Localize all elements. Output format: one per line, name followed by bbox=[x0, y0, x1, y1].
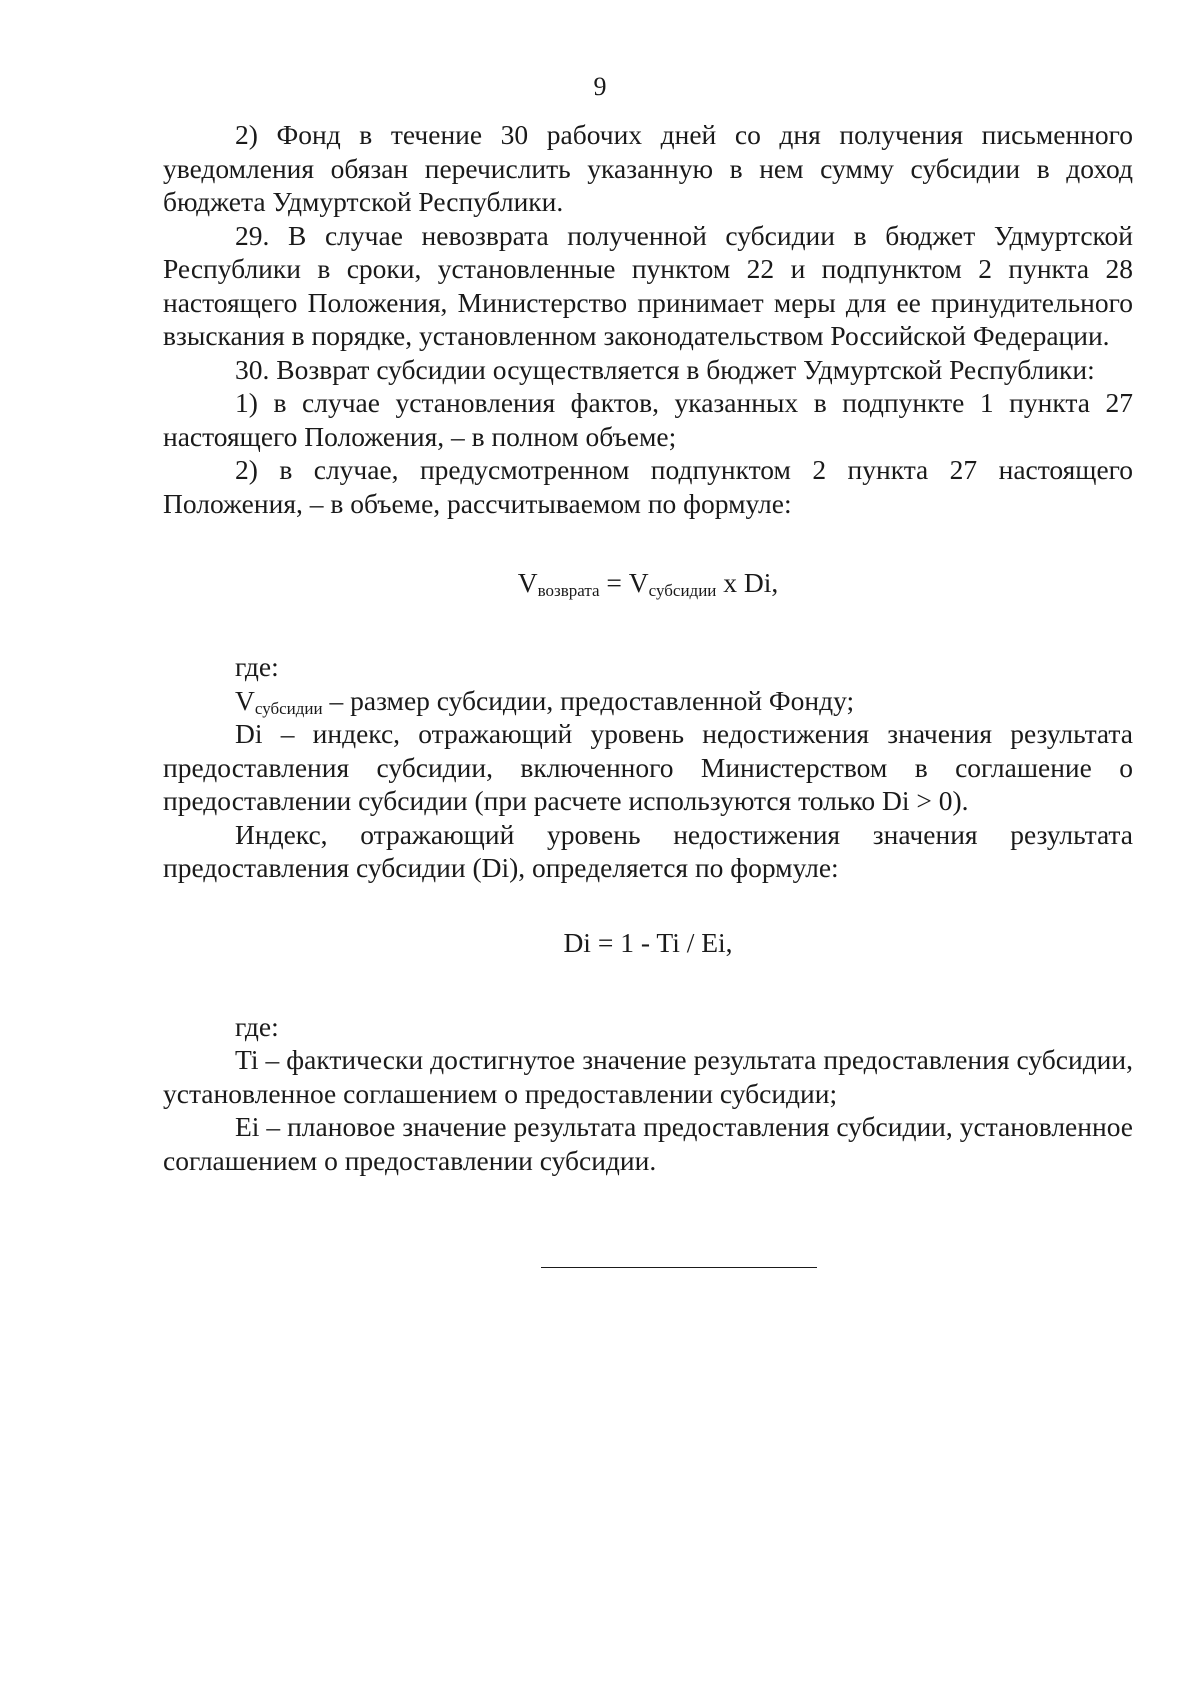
page-number: 9 bbox=[593, 72, 607, 101]
paragraph-30-1: 1) в случае установления фактов, указанных в подпункте 1 пункта 27 настоящего Положения, – в полном объеме; bbox=[163, 387, 1133, 452]
formula-v-symbol: V bbox=[517, 567, 538, 598]
definition-v-subsidy bbox=[163, 684, 1133, 718]
def-v-text: – размер субсидии, предоставленной Фонду; bbox=[322, 684, 855, 716]
paragraph-29: 29. В случае невозврата полученной субсидии в бюджет Удмуртской Республики в сроки, установленные пунктом 22 и подпунктом 2 пункта 28 настоящего Положения, Министерство принимает меры для ее принудительного взыскания в порядке, установленном законодательством Российской Федерации. bbox=[163, 219, 1133, 351]
definition-di: Di – индекс, отражающий уровень недостижения значения результата предоставления субсидии, включенного Министерством в соглашение о предоставлении субсидии (при расчете используются только Di > 0). bbox=[163, 718, 1133, 816]
document-body bbox=[163, 118, 1133, 1177]
def-v-symbol: V bbox=[235, 684, 255, 716]
formula-v-subsidy-subscript: субсидии bbox=[648, 581, 717, 600]
where-label-1: где: bbox=[235, 651, 279, 682]
formula-return-volume bbox=[163, 566, 1133, 600]
index-intro: Индекс, отражающий уровень недостижения значения результата предоставления субсидии (Di), определяется по формуле: bbox=[163, 818, 1133, 883]
definition-ei: Ei – плановое значение результата предоставления субсидии, установленное соглашением о предоставлении субсидии. bbox=[163, 1111, 1133, 1176]
formula-equals-v: = V bbox=[599, 567, 649, 598]
paragraph-28-2: 2) Фонд в течение 30 рабочих дней со дня получения письменного уведомления обязан перечислить указанную в нем сумму субсидии в доход бюджета Удмуртской Республики. bbox=[163, 119, 1133, 217]
end-separator-line bbox=[541, 1267, 817, 1268]
formula-v-return-subscript: возврата bbox=[537, 581, 600, 600]
paragraph-30-2: 2) в случае, предусмотренном подпунктом 2 пункта 27 настоящего Положения, – в объеме, рассчитываемом по формуле: bbox=[163, 454, 1133, 519]
formula-di: Di = 1 - Ti / Ei, bbox=[563, 926, 733, 958]
paragraph-30: 30. Возврат субсидии осуществляется в бюджет Удмуртской Республики: bbox=[235, 353, 1095, 385]
where-label-2: где: bbox=[235, 1010, 279, 1042]
def-v-subscript: субсидии bbox=[254, 698, 323, 718]
definition-ti: Ti – фактически достигнутое значение результата предоставления субсидии, установленное соглашением о предоставлении субсидии; bbox=[163, 1044, 1133, 1109]
formula-rest: x Di, bbox=[716, 567, 779, 598]
